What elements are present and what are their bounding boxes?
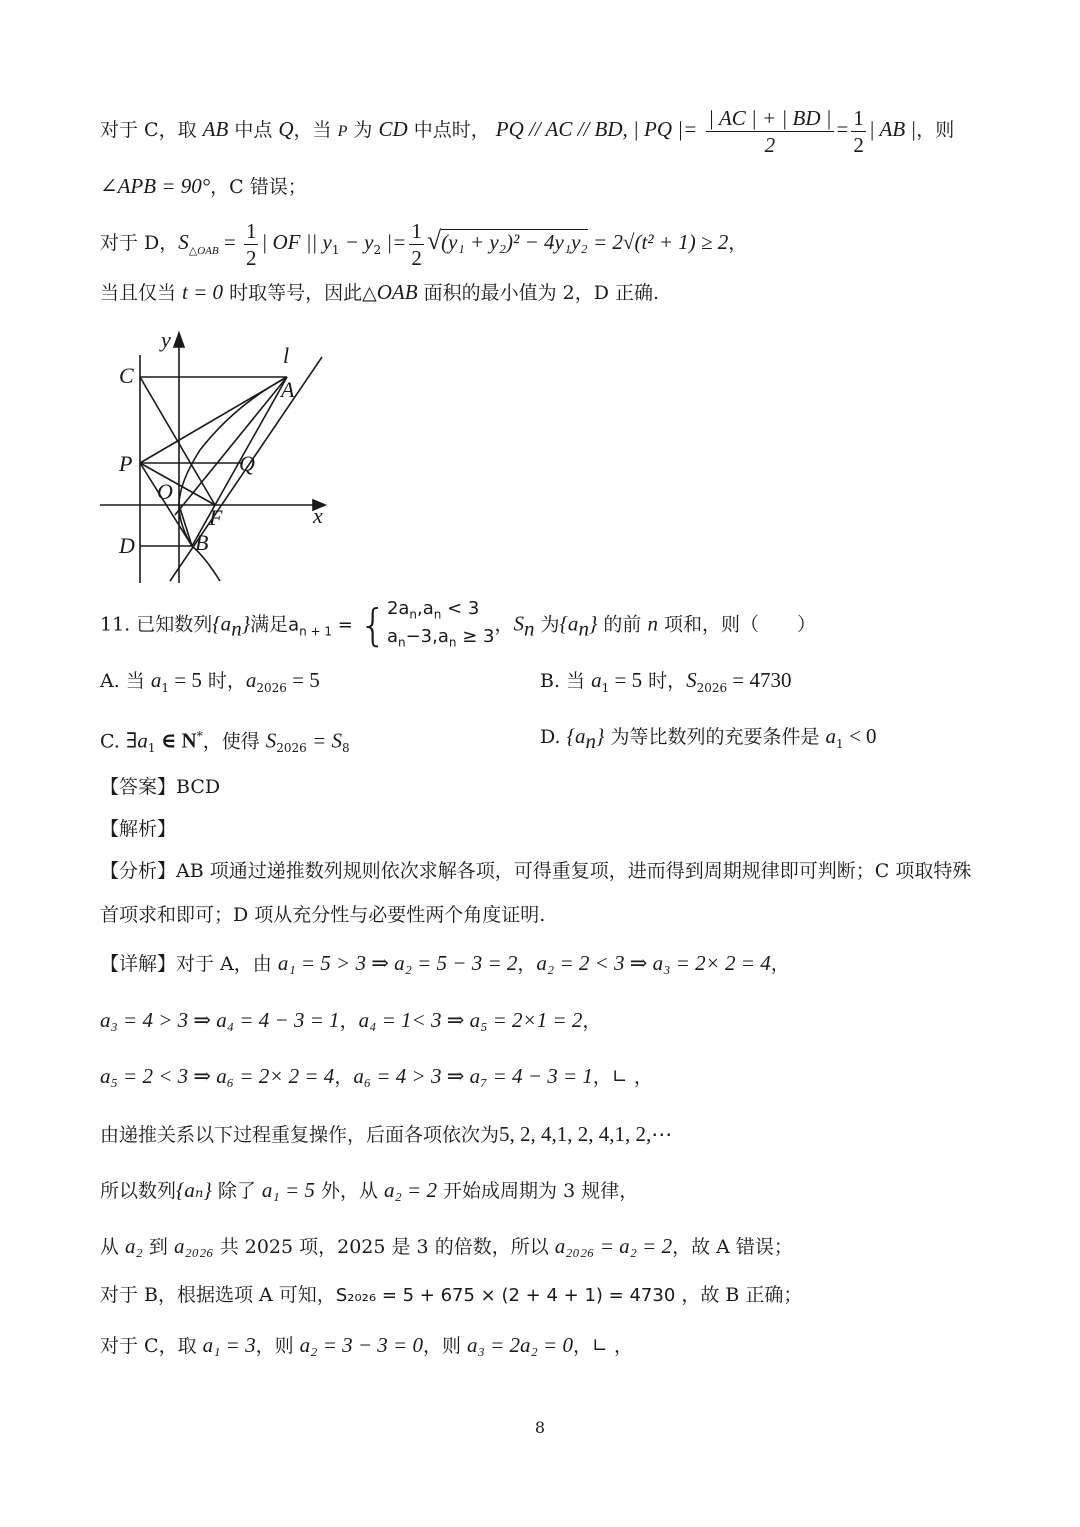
label-d: D [119,533,135,558]
math: a₁ = 5 [261,1178,315,1202]
fraction [706,105,833,158]
text: AB 项通过递推数列规则依次求解各项，可得重复项，进而得到周期规律即可判断；C 项取特殊 [176,860,972,882]
page-number: 8 [534,1418,546,1437]
analysis-line [100,817,176,841]
text: 共 2025 项，2025 是 3 的倍数，所以 [213,1236,555,1258]
numerator: 1 [245,218,257,243]
answer-tag: 【答案】 [100,776,177,798]
denominator: 2 [764,132,776,157]
math: a₄ = 1< 3 ⇒ a₅ = 2×1 = 2 [358,1008,583,1032]
math: | AB | [868,117,917,141]
fraction [409,218,424,271]
subscript: △OAB [188,244,219,257]
label-o: O [157,479,173,504]
fraction [851,105,866,158]
math: n [647,611,658,636]
label-a: A [281,377,295,402]
math: S [265,728,277,753]
fraction [244,218,259,271]
text: 时， [642,670,687,692]
question-number: 11. [100,613,137,636]
detail-line-7 [100,1283,802,1308]
detail-line-8 [100,1333,633,1358]
math: = 5 [609,668,643,692]
numerator: 1 [853,105,864,130]
math: = 2√(t² + 1) ≥ 2 [587,230,729,254]
math: a [591,668,602,692]
pf-line [140,463,215,505]
text: 时， [201,670,246,692]
math: PQ // AC // BD, | PQ |= [495,117,698,141]
label-f: F [209,505,223,530]
math: 2a [386,598,410,619]
ob-line [179,505,192,546]
math: a₂₀₂₆ [173,1234,214,1258]
detail-line-5 [100,1178,638,1203]
math: a₂ = 3 − 3 = 0 [299,1333,423,1357]
detail-line-2 [100,1008,601,1033]
text: ， [339,1010,359,1032]
math: a [150,668,162,692]
subscript: n [397,635,406,650]
text: 当 [566,670,592,692]
math: {a [566,724,586,748]
text: 为等比数列的充要条件是 [604,726,826,748]
subscript: 2026 [256,680,287,695]
numerator: | AC | + | BD | [708,105,832,130]
text: ，故 A 错误； [672,1236,793,1258]
math: a₆ = 4 > 3 ⇒ a₇ = 4 − 3 = 1 [353,1064,593,1088]
math: t = 0 [182,280,224,304]
subscript: n [231,616,242,641]
text: ，故 B 正确； [675,1284,803,1306]
option-c [100,724,350,760]
subscript: n [433,607,442,622]
text: ， [728,232,748,254]
text: ， [517,953,537,975]
math: a₂₀₂₆ = a₂ = 2 [554,1234,673,1258]
text: 开始成周期为 3 规律， [436,1180,639,1202]
detail-line-6 [100,1234,793,1259]
denominator: 2 [245,245,257,270]
math: = [836,117,849,141]
text: 中点 [228,119,279,141]
intro-line-2 [100,174,307,199]
text: ，则 [916,119,955,141]
option-label: C. [100,730,126,753]
text: 满足 [250,613,289,636]
text: ， [334,1066,354,1088]
label-b: B [195,530,209,555]
text: 当且仅当 [100,282,183,304]
text: 为 [534,613,560,636]
label-p: P [119,451,133,476]
detail-tag: 【详解】 [100,953,177,975]
math: ∃a [125,728,148,753]
math: ∈ N [155,728,197,753]
fenxi-tag: 【分析】 [100,860,177,882]
subscript: 2026 [696,680,728,695]
geometry-figure [95,325,335,590]
text: 外，从 [314,1180,384,1202]
text: 对于 A，由 [176,953,278,975]
label-q: Q [239,451,255,476]
math: = [218,230,241,254]
cases [387,598,495,653]
text: 对于 C，取 [100,1335,203,1357]
subscript: 2026 [276,741,307,756]
math: a₂ [125,1234,143,1258]
cf-line [140,377,215,505]
subscript: n [523,616,535,641]
subscript: n [409,607,418,622]
math: OAB [376,280,418,304]
math: −3,a [405,625,449,647]
math: < 3 [441,598,480,619]
math: a₂ = 2 [384,1178,437,1202]
math: 5, 2, 4,1, 2, 4,1, 2,⋯ [499,1122,673,1146]
math: S [686,668,697,692]
text: ，∟ ， [592,1066,653,1088]
subscript: 1 [161,680,169,695]
text: 对于 B，根据选项 A 可知， [100,1284,336,1306]
text: 到 [142,1236,174,1258]
answer-line [100,775,220,799]
math: } [588,611,598,636]
subscript: n [578,616,589,641]
math: ∠APB = 90° [100,174,211,198]
text: 为 [347,119,379,141]
math: } [241,611,251,636]
math: a₃ = 2a₂ = 0 [467,1333,573,1357]
text: 时取等号，因此△ [223,282,377,304]
text: ， [582,1010,602,1032]
text: 已知数列 [136,613,213,636]
math: AB [202,117,229,141]
text: 面积的最小值为 2，D 正确. [417,282,660,304]
math: P [337,123,348,140]
subscript: n [448,635,457,650]
analysis-tag: 【解析】 [100,818,177,840]
question-11 [100,598,816,651]
math: a₃ = 4 > 3 ⇒ a₄ = 4 − 3 = 1 [100,1008,340,1032]
math: a₅ = 2 < 3 ⇒ a₆ = 2× 2 = 4 [100,1064,335,1088]
subscript: 1 [836,736,844,751]
option-label: D. [540,726,567,748]
radicand: (y₁ + y₂)² − 4y₁y₂ [441,230,588,254]
detail-line-4 [100,1122,672,1147]
option-d [540,724,877,756]
math: Q [278,117,294,141]
intro-line-4 [100,280,659,305]
text: 除了 [211,1180,262,1202]
option-b [540,668,792,700]
math: ≥ 3 [456,625,495,647]
math: a [288,614,300,636]
case-1 [387,598,495,626]
option-a [100,668,320,700]
text: ，C 错误； [210,176,307,198]
math: = [332,614,353,636]
subscript: 1 [147,741,156,756]
math: ,a [417,598,434,619]
label-l: l [283,343,290,368]
text: ， [770,953,790,975]
label-x: x [313,503,323,528]
math: S [513,611,524,636]
answer-text: BCD [176,776,221,798]
numerator: 1 [411,218,422,243]
text: 首项求和即可；D 项从充分性与必要性两个角度证明. [100,904,546,926]
subscript: 2 [373,242,382,257]
math: a [245,668,257,692]
text: 所以数列 [100,1180,177,1202]
option-label: A. [100,670,126,692]
text: 项和，则（ ） [657,613,816,636]
math: = 5 [169,668,202,692]
text: 中点时， [407,119,490,141]
text: 当 [125,670,151,692]
math: {aₙ} [176,1178,212,1202]
label-y: y [161,327,171,352]
subscript: n [585,728,597,753]
math: a₁ = 3 [202,1333,256,1357]
y-axis-arrow [174,333,184,347]
label-c: C [119,363,134,388]
text: 的前 [597,613,648,636]
sqrt-sign: √ [426,226,442,255]
text: ，当 [293,119,338,141]
superscript: * [196,729,203,743]
math: = 4730 [727,668,792,692]
subscript: n + 1 [299,624,333,639]
math: = S [306,728,342,753]
brace: { [358,599,387,651]
subscript: 8 [341,741,350,756]
detail-line-3 [100,1064,653,1089]
math: a [386,625,398,647]
math: } [596,724,605,748]
text: ，∟ ， [572,1335,633,1357]
math: a₂ = 2 < 3 ⇒ a₃ = 2× 2 = 4 [536,951,771,975]
text: 对于 D， [100,232,179,254]
intro-line-3 [100,216,748,270]
math: S [178,230,189,254]
detail-line-1 [100,951,790,976]
math: S₂₀₂₆ = 5 + 675 × (2 + 4 + 1) = 4730 [335,1285,676,1306]
math: − y [339,230,374,254]
text: 从 [100,1236,126,1258]
math: |= [381,230,407,254]
pa-line [175,377,287,515]
text: 由递推关系以下过程重复操作，后面各项依次为 [100,1124,500,1146]
text: 对于 C，取 [100,119,203,141]
math: {a [212,611,232,636]
text: ，使得 [202,730,266,753]
math: CD [378,117,408,141]
intro-line-1 [100,104,955,157]
text: ，则 [422,1335,468,1357]
case-2 [387,626,495,654]
subscript: 1 [601,680,610,695]
denominator: 2 [411,245,422,270]
math: a [825,724,837,748]
math: a₁ = 5 > 3 ⇒ a₂ = 5 − 3 = 2 [277,951,518,975]
subscript: 1 [331,242,340,257]
fenxi-line-2 [100,903,545,927]
denominator: 2 [853,132,864,157]
option-label: B. [540,670,567,692]
math: | OF || y [261,230,332,254]
text: ，则 [255,1335,300,1357]
math: {a [559,611,579,636]
fenxi-line-1 [100,859,971,883]
text: ， [494,613,514,636]
math: = 5 [286,668,320,692]
math: < 0 [843,724,877,748]
